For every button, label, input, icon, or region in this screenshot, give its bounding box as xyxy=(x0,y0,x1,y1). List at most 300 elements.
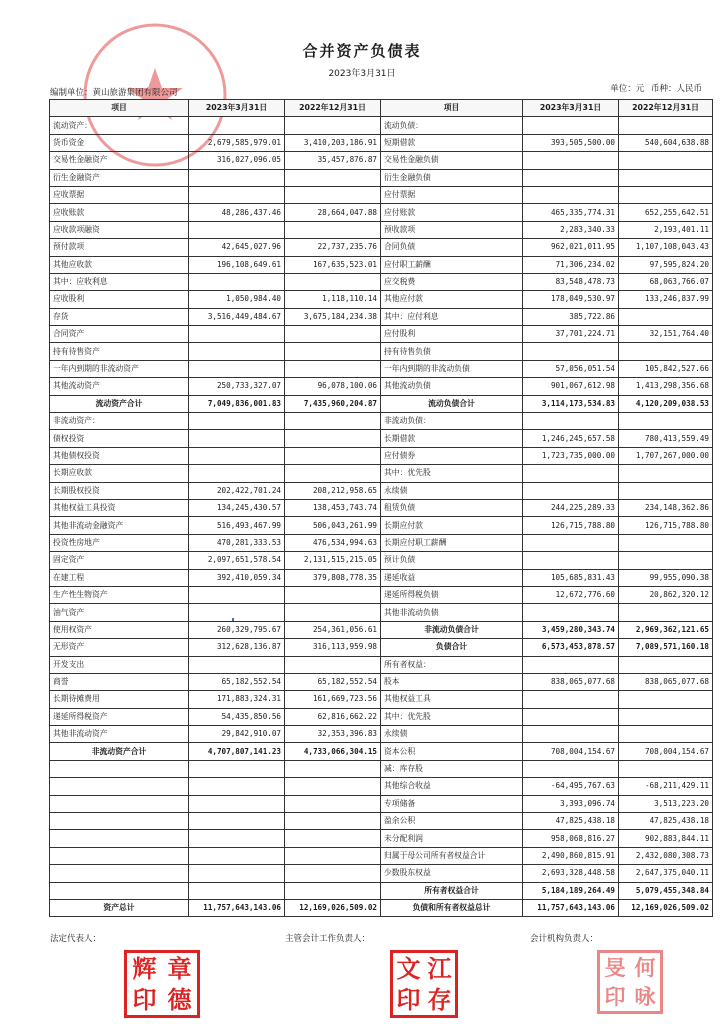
item-label-cell: 负债合计 xyxy=(381,639,523,656)
prior-value-cell: 2,432,080,308.73 xyxy=(619,847,713,864)
table-row xyxy=(50,169,713,186)
prior-value-cell: 208,212,958.65 xyxy=(285,482,381,499)
item-label-cell: 其他流动资产 xyxy=(50,378,189,395)
prior-value-cell: 1,107,108,043.43 xyxy=(619,239,713,256)
item-label-cell: 其他非流动资产 xyxy=(50,726,189,743)
current-value-cell xyxy=(523,152,619,169)
item-label-cell: 其他流动负债 xyxy=(381,378,523,395)
table-row xyxy=(50,882,713,899)
prior-value-cell: 540,604,638.88 xyxy=(619,134,713,151)
item-label-cell: 所有者权益合计 xyxy=(381,882,523,899)
item-label-cell: 租赁负债 xyxy=(381,499,523,516)
current-value-cell: 12,672,776.60 xyxy=(523,586,619,603)
current-value-cell xyxy=(523,534,619,551)
item-label-cell: 长期股权投资 xyxy=(50,482,189,499)
current-value-cell xyxy=(189,656,285,673)
current-value-cell: 3,114,173,534.83 xyxy=(523,395,619,412)
item-label-cell: 递延所得税资产 xyxy=(50,708,189,725)
table-row xyxy=(50,152,713,169)
item-label-cell xyxy=(50,847,189,864)
current-value-cell xyxy=(189,430,285,447)
prior-value-cell xyxy=(285,343,381,360)
prior-value-cell: 3,675,184,234.38 xyxy=(285,308,381,325)
item-label-cell xyxy=(50,795,189,812)
item-label-cell xyxy=(50,882,189,899)
item-label-cell: 递延收益 xyxy=(381,569,523,586)
current-value-cell: 250,733,327.07 xyxy=(189,378,285,395)
prior-value-cell: 99,955,090.38 xyxy=(619,569,713,586)
report-date: 2023年3月31日 xyxy=(328,69,396,79)
item-label-cell: 一年内到期的非流动资产 xyxy=(50,360,189,377)
prior-value-cell xyxy=(619,604,713,621)
prior-value-cell xyxy=(285,813,381,830)
current-value-cell: 48,286,437.46 xyxy=(189,204,285,221)
item-label-cell: 流动资产： xyxy=(50,117,189,134)
table-row xyxy=(50,534,713,551)
item-label-cell: 交易性金融资产 xyxy=(50,152,189,169)
current-value-cell: 1,246,245,657.58 xyxy=(523,430,619,447)
item-label-cell: 其他应收款 xyxy=(50,256,189,273)
item-label-cell: 非流动负债： xyxy=(381,413,523,430)
prior-value-cell: 2,647,375,040.11 xyxy=(619,865,713,882)
current-value-cell: 838,065,077.68 xyxy=(523,673,619,690)
current-value-cell: 83,548,478.73 xyxy=(523,273,619,290)
item-label-cell: 债权投资 xyxy=(50,430,189,447)
table-row xyxy=(50,726,713,743)
item-label-cell: 衍生金融负债 xyxy=(381,169,523,186)
table-row xyxy=(50,273,713,290)
prior-value-cell: 7,089,571,160.18 xyxy=(619,639,713,656)
prior-value-cell: 4,120,209,038.53 xyxy=(619,395,713,412)
item-label-cell: 一年内到期的非流动负债 xyxy=(381,360,523,377)
prior-value-cell: 96,078,100.06 xyxy=(285,378,381,395)
item-label-cell: 资本公积 xyxy=(381,743,523,760)
current-value-cell: 3,393,096.74 xyxy=(523,795,619,812)
item-label-cell: 流动负债合计 xyxy=(381,395,523,412)
current-value-cell xyxy=(189,830,285,847)
current-value-cell xyxy=(523,691,619,708)
current-value-cell: 54,435,850.56 xyxy=(189,708,285,725)
prior-value-cell xyxy=(619,760,713,777)
prior-value-cell: 1,707,267,000.00 xyxy=(619,447,713,464)
prior-value-cell xyxy=(285,447,381,464)
item-label-cell: 交易性金融负债 xyxy=(381,152,523,169)
current-value-cell xyxy=(189,604,285,621)
item-label-cell: 预计负债 xyxy=(381,552,523,569)
item-label-cell: 短期借款 xyxy=(381,134,523,151)
current-value-cell: 2,679,585,979.01 xyxy=(189,134,285,151)
prior-value-cell: 652,255,642.51 xyxy=(619,204,713,221)
col-header-current-right: 2023年3月31日 xyxy=(523,100,619,117)
item-label-cell: 少数股东权益 xyxy=(381,865,523,882)
item-label-cell: 其中：应付利息 xyxy=(381,308,523,325)
table-row xyxy=(50,430,713,447)
current-value-cell xyxy=(189,221,285,238)
prior-value-cell xyxy=(285,830,381,847)
prior-value-cell xyxy=(285,413,381,430)
item-label-cell: 其他非流动负债 xyxy=(381,604,523,621)
item-label-cell: 固定资产 xyxy=(50,552,189,569)
item-label-cell: 应交税费 xyxy=(381,273,523,290)
prior-value-cell xyxy=(285,604,381,621)
table-row xyxy=(50,673,713,690)
item-label-cell: 合同资产 xyxy=(50,326,189,343)
table-row xyxy=(50,847,713,864)
table-row xyxy=(50,326,713,343)
item-label-cell: 商誉 xyxy=(50,673,189,690)
item-label-cell: 长期应付职工薪酬 xyxy=(381,534,523,551)
item-label-cell: 应付股利 xyxy=(381,326,523,343)
table-row xyxy=(50,639,713,656)
current-value-cell: 65,182,552.54 xyxy=(189,673,285,690)
col-header-prior-left: 2022年12月31日 xyxy=(285,100,381,117)
item-label-cell: 开发支出 xyxy=(50,656,189,673)
table-row xyxy=(50,256,713,273)
current-value-cell: 7,049,836,001.83 xyxy=(189,395,285,412)
current-value-cell xyxy=(189,186,285,203)
current-value-cell: 516,493,467.99 xyxy=(189,517,285,534)
table-row xyxy=(50,395,713,412)
col-header-item-right: 项目 xyxy=(381,100,523,117)
item-label-cell: 生产性生物资产 xyxy=(50,586,189,603)
prior-value-cell xyxy=(285,778,381,795)
current-value-cell: 1,723,735,000.00 xyxy=(523,447,619,464)
current-value-cell: 2,490,860,815.91 xyxy=(523,847,619,864)
current-value-cell xyxy=(189,413,285,430)
prior-value-cell: 2,193,401.11 xyxy=(619,221,713,238)
item-label-cell xyxy=(50,778,189,795)
item-label-cell: 其中：应收利息 xyxy=(50,273,189,290)
prior-value-cell: 65,182,552.54 xyxy=(285,673,381,690)
current-value-cell: 465,335,774.31 xyxy=(523,204,619,221)
table-row xyxy=(50,604,713,621)
table-row xyxy=(50,204,713,221)
current-value-cell: 42,645,027.96 xyxy=(189,239,285,256)
prior-value-cell xyxy=(619,691,713,708)
item-label-cell: 其他权益工具 xyxy=(381,691,523,708)
prior-value-cell xyxy=(285,430,381,447)
prior-value-cell: 254,361,056.61 xyxy=(285,621,381,638)
table-row xyxy=(50,656,713,673)
prior-value-cell: 138,453,743.74 xyxy=(285,499,381,516)
prior-value-cell xyxy=(619,708,713,725)
current-value-cell: 393,505,500.00 xyxy=(523,134,619,151)
table-row xyxy=(50,778,713,795)
item-label-cell: 减：库存股 xyxy=(381,760,523,777)
col-header-item-left: 项目 xyxy=(50,100,189,117)
prior-value-cell: 1,413,298,356.68 xyxy=(619,378,713,395)
prior-value-cell xyxy=(285,465,381,482)
item-label-cell: 长期应付款 xyxy=(381,517,523,534)
prior-value-cell: 1,118,110.14 xyxy=(285,291,381,308)
current-value-cell xyxy=(523,117,619,134)
item-label-cell: 负债和所有者权益总计 xyxy=(381,899,523,916)
prior-value-cell: 35,457,876.87 xyxy=(285,152,381,169)
item-label-cell: 永续债 xyxy=(381,482,523,499)
prior-value-cell: 316,113,959.98 xyxy=(285,639,381,656)
current-value-cell xyxy=(189,778,285,795)
table-row xyxy=(50,291,713,308)
table-row xyxy=(50,465,713,482)
report-title: 合并资产负债表 xyxy=(302,42,422,60)
prior-value-cell: 12,169,026,509.02 xyxy=(619,899,713,916)
current-value-cell: 244,225,289.33 xyxy=(523,499,619,516)
prior-value-cell xyxy=(285,760,381,777)
prior-value-cell: -68,211,429.11 xyxy=(619,778,713,795)
table-row xyxy=(50,343,713,360)
prior-value-cell xyxy=(619,117,713,134)
item-label-cell: 长期应收款 xyxy=(50,465,189,482)
current-value-cell: 71,306,234.02 xyxy=(523,256,619,273)
item-label-cell: 其中：优先股 xyxy=(381,465,523,482)
current-value-cell xyxy=(189,847,285,864)
item-label-cell: 所有者权益： xyxy=(381,656,523,673)
current-value-cell xyxy=(189,586,285,603)
prior-value-cell: 2,131,515,215.05 xyxy=(285,552,381,569)
table-row xyxy=(50,708,713,725)
item-label-cell: 合同负债 xyxy=(381,239,523,256)
table-row xyxy=(50,413,713,430)
table-row xyxy=(50,517,713,534)
current-value-cell: 708,004,154.67 xyxy=(523,743,619,760)
table-row xyxy=(50,482,713,499)
current-value-cell: 470,281,333.53 xyxy=(189,534,285,551)
prior-value-cell xyxy=(619,169,713,186)
prior-value-cell: 234,148,362.86 xyxy=(619,499,713,516)
prior-value-cell xyxy=(619,465,713,482)
item-label-cell xyxy=(50,865,189,882)
current-value-cell xyxy=(523,343,619,360)
item-label-cell: 应收账款 xyxy=(50,204,189,221)
item-label-cell xyxy=(50,813,189,830)
table-row xyxy=(50,586,713,603)
current-value-cell xyxy=(523,760,619,777)
accounting-dept-head-label: 会计机构负责人： xyxy=(530,934,599,944)
current-value-cell xyxy=(189,343,285,360)
item-label-cell: 永续债 xyxy=(381,726,523,743)
prior-value-cell: 7,435,960,204.87 xyxy=(285,395,381,412)
current-value-cell: 4,707,807,141.23 xyxy=(189,743,285,760)
seal-stamp-accounting-dept: 旻 何 印 咏 xyxy=(597,950,663,1014)
current-value-cell: 312,628,136.87 xyxy=(189,639,285,656)
prior-value-cell: 902,883,844.11 xyxy=(619,830,713,847)
item-label-cell xyxy=(50,760,189,777)
table-row xyxy=(50,378,713,395)
prior-value-cell xyxy=(285,795,381,812)
item-label-cell xyxy=(50,830,189,847)
prior-value-cell xyxy=(285,865,381,882)
prior-value-cell: 22,737,235.76 xyxy=(285,239,381,256)
current-value-cell: 37,701,224.71 xyxy=(523,326,619,343)
table-row xyxy=(50,899,713,916)
prior-value-cell: 167,635,523.01 xyxy=(285,256,381,273)
current-value-cell: 126,715,788.80 xyxy=(523,517,619,534)
table-row xyxy=(50,221,713,238)
item-label-cell: 持有待售负债 xyxy=(381,343,523,360)
prior-value-cell: 12,169,026,509.02 xyxy=(285,899,381,916)
table-row xyxy=(50,117,713,134)
current-value-cell: 105,685,831.43 xyxy=(523,569,619,586)
ink-dot xyxy=(232,618,234,621)
table-row xyxy=(50,813,713,830)
prior-value-cell xyxy=(285,117,381,134)
table-row xyxy=(50,134,713,151)
current-value-cell: 3,516,449,484.67 xyxy=(189,308,285,325)
item-label-cell: 流动负债： xyxy=(381,117,523,134)
item-label-cell: 其他应付款 xyxy=(381,291,523,308)
current-value-cell xyxy=(523,482,619,499)
current-value-cell: 47,825,438.18 xyxy=(523,813,619,830)
item-label-cell: 应付债券 xyxy=(381,447,523,464)
prior-value-cell: 161,669,723.56 xyxy=(285,691,381,708)
current-value-cell xyxy=(523,169,619,186)
current-value-cell xyxy=(189,360,285,377)
prior-value-cell xyxy=(619,482,713,499)
prior-value-cell: 126,715,788.80 xyxy=(619,517,713,534)
unit-label: 单位：元 币种：人民币 xyxy=(610,84,702,94)
prior-value-cell xyxy=(285,273,381,290)
table-row xyxy=(50,308,713,325)
item-label-cell: 应付职工薪酬 xyxy=(381,256,523,273)
item-label-cell: 在建工程 xyxy=(50,569,189,586)
seal-stamp-legal-rep: 辉 章 印 德 xyxy=(124,950,200,1018)
item-label-cell: 股本 xyxy=(381,673,523,690)
table-row xyxy=(50,186,713,203)
item-label-cell: 长期待摊费用 xyxy=(50,691,189,708)
current-value-cell: 11,757,643,143.06 xyxy=(189,899,285,916)
item-label-cell: 专项储备 xyxy=(381,795,523,812)
prior-value-cell: 97,595,824.20 xyxy=(619,256,713,273)
prior-value-cell xyxy=(619,726,713,743)
table-row xyxy=(50,830,713,847)
current-value-cell xyxy=(523,656,619,673)
table-row xyxy=(50,447,713,464)
table-row xyxy=(50,865,713,882)
item-label-cell: 应收票据 xyxy=(50,186,189,203)
current-value-cell xyxy=(523,552,619,569)
item-label-cell: 预收款项 xyxy=(381,221,523,238)
prior-value-cell: 28,664,047.88 xyxy=(285,204,381,221)
prior-value-cell: 68,063,766.07 xyxy=(619,273,713,290)
current-value-cell: 6,573,453,878.57 xyxy=(523,639,619,656)
current-value-cell xyxy=(189,169,285,186)
current-value-cell xyxy=(523,186,619,203)
prior-value-cell: 2,969,362,121.65 xyxy=(619,621,713,638)
current-value-cell xyxy=(189,117,285,134)
accounting-head-label: 主管会计工作负责人： xyxy=(285,934,371,944)
prior-value-cell: 780,413,559.49 xyxy=(619,430,713,447)
item-label-cell: 无形资产 xyxy=(50,639,189,656)
prior-value-cell xyxy=(619,534,713,551)
prior-value-cell xyxy=(285,186,381,203)
current-value-cell: 2,693,328,448.58 xyxy=(523,865,619,882)
current-value-cell xyxy=(523,726,619,743)
item-label-cell: 使用权资产 xyxy=(50,621,189,638)
prior-value-cell xyxy=(285,221,381,238)
current-value-cell xyxy=(189,273,285,290)
prior-value-cell: 476,534,994.63 xyxy=(285,534,381,551)
seal-stamp-accounting-head: 文 江 印 存 xyxy=(390,950,458,1018)
current-value-cell: 11,757,643,143.06 xyxy=(523,899,619,916)
item-label-cell: 未分配利润 xyxy=(381,830,523,847)
item-label-cell: 流动资产合计 xyxy=(50,395,189,412)
current-value-cell xyxy=(523,604,619,621)
current-value-cell xyxy=(189,760,285,777)
current-value-cell xyxy=(189,865,285,882)
table-row xyxy=(50,795,713,812)
prior-value-cell: 105,842,527.66 xyxy=(619,360,713,377)
current-value-cell: 958,068,816.27 xyxy=(523,830,619,847)
prior-value-cell xyxy=(619,152,713,169)
item-label-cell: 应收股利 xyxy=(50,291,189,308)
prior-value-cell xyxy=(619,552,713,569)
current-value-cell: 134,245,430.57 xyxy=(189,499,285,516)
item-label-cell: 非流动资产： xyxy=(50,413,189,430)
prior-value-cell xyxy=(619,413,713,430)
current-value-cell xyxy=(523,708,619,725)
col-header-prior-right: 2022年12月31日 xyxy=(619,100,713,117)
prior-value-cell: 133,246,837.99 xyxy=(619,291,713,308)
item-label-cell: 油气资产 xyxy=(50,604,189,621)
item-label-cell: 其他非流动金融资产 xyxy=(50,517,189,534)
legal-rep-label: 法定代表人： xyxy=(50,934,102,944)
table-row xyxy=(50,621,713,638)
current-value-cell: 2,283,340.33 xyxy=(523,221,619,238)
prior-value-cell: 379,808,778.35 xyxy=(285,569,381,586)
header-row xyxy=(50,100,713,117)
current-value-cell: 392,410,059.34 xyxy=(189,569,285,586)
current-value-cell xyxy=(189,795,285,812)
item-label-cell: 长期借款 xyxy=(381,430,523,447)
table-row xyxy=(50,569,713,586)
item-label-cell: 其他债权投资 xyxy=(50,447,189,464)
current-value-cell xyxy=(189,813,285,830)
prior-value-cell: 62,816,662.22 xyxy=(285,708,381,725)
table-row xyxy=(50,552,713,569)
current-value-cell: -64,495,767.63 xyxy=(523,778,619,795)
item-label-cell: 存货 xyxy=(50,308,189,325)
current-value-cell: 3,459,280,343.74 xyxy=(523,621,619,638)
current-value-cell: 202,422,701.24 xyxy=(189,482,285,499)
current-value-cell: 260,329,795.67 xyxy=(189,621,285,638)
current-value-cell: 2,097,651,578.54 xyxy=(189,552,285,569)
prior-value-cell: 3,513,223.20 xyxy=(619,795,713,812)
prior-value-cell: 506,043,261.99 xyxy=(285,517,381,534)
item-label-cell: 应付票据 xyxy=(381,186,523,203)
col-header-current-left: 2023年3月31日 xyxy=(189,100,285,117)
prior-value-cell xyxy=(619,308,713,325)
current-value-cell: 171,883,324.31 xyxy=(189,691,285,708)
item-label-cell: 其中：优先股 xyxy=(381,708,523,725)
item-label-cell: 衍生金融资产 xyxy=(50,169,189,186)
current-value-cell xyxy=(189,882,285,899)
item-label-cell: 递延所得税负债 xyxy=(381,586,523,603)
item-label-cell: 其他权益工具投资 xyxy=(50,499,189,516)
current-value-cell xyxy=(189,465,285,482)
table-row xyxy=(50,499,713,516)
prior-value-cell: 5,079,455,348.84 xyxy=(619,882,713,899)
prior-value-cell: 3,410,203,186.91 xyxy=(285,134,381,151)
current-value-cell: 196,108,649.61 xyxy=(189,256,285,273)
item-label-cell: 应付账款 xyxy=(381,204,523,221)
prior-value-cell: 838,065,077.68 xyxy=(619,673,713,690)
company-label: 编制单位：黄山旅游集团有限公司 xyxy=(50,88,178,98)
current-value-cell: 385,722.86 xyxy=(523,308,619,325)
item-label-cell: 货币资金 xyxy=(50,134,189,151)
prior-value-cell xyxy=(285,586,381,603)
prior-value-cell: 20,862,320.12 xyxy=(619,586,713,603)
prior-value-cell: 32,353,396.83 xyxy=(285,726,381,743)
